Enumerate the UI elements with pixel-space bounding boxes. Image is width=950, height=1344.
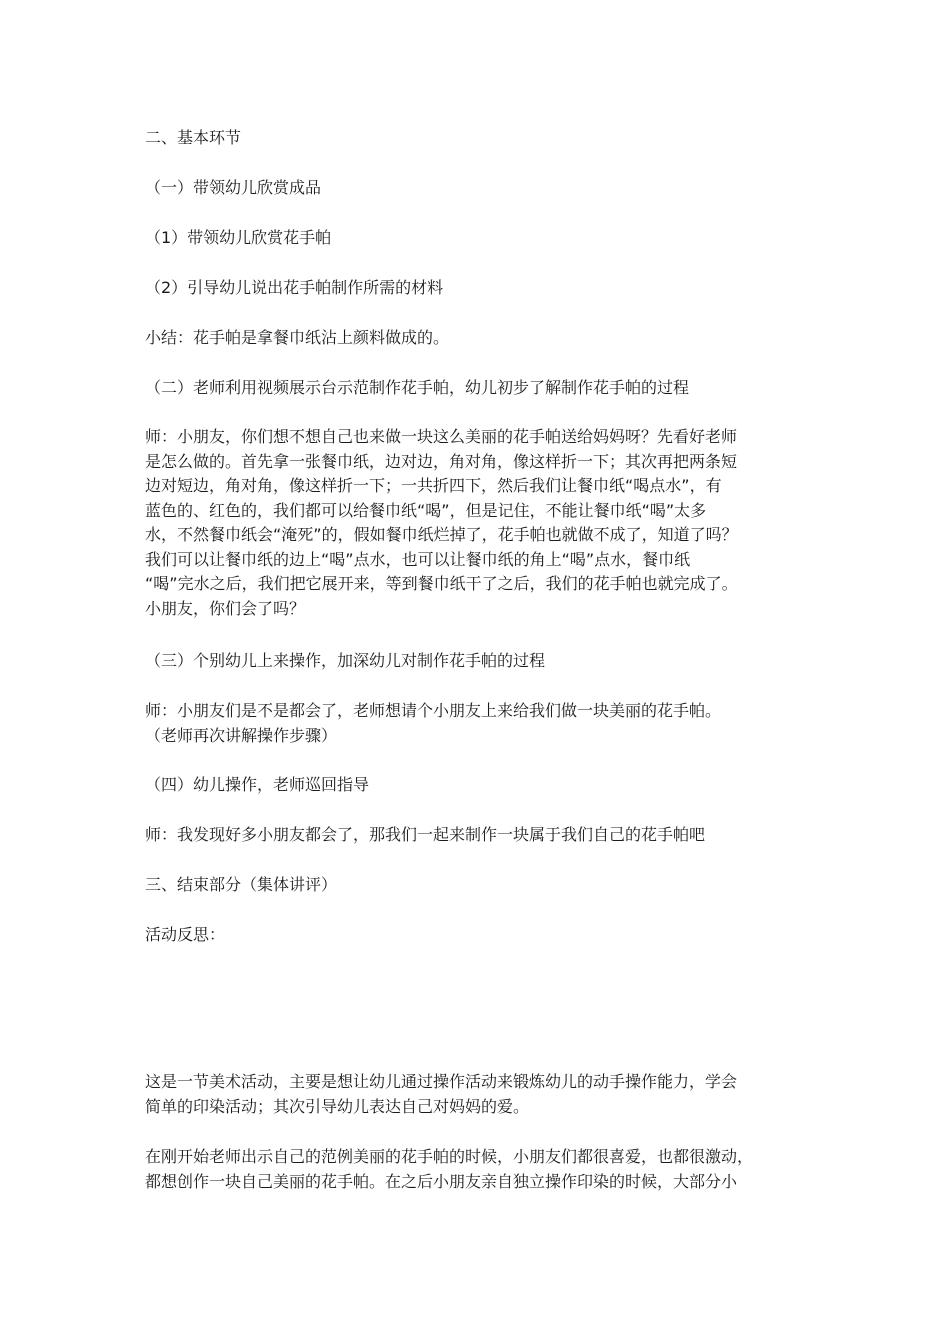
teacher-speech-1: [145, 425, 810, 621]
list-item-1: （1）带领幼儿欣赏花手帕: [145, 228, 332, 247]
reflection-paragraph-2: [145, 1145, 810, 1194]
paragraph-line: 师：小朋友，你们想不想自己也来做一块这么美丽的花手帕送给妈妈呀？先看好老师: [145, 427, 738, 446]
subsection-heading-2: （二）老师利用视频展示台示范制作花手帕，幼儿初步了解制作花手帕的过程: [145, 378, 690, 397]
paragraph-line: 边对短边，角对角，像这样折一下；一共折四下，然后我们让餐巾纸“喝点水”，有: [145, 476, 722, 495]
subsection-heading-1: （一）带领幼儿欣赏成品: [145, 178, 322, 197]
reflection-paragraph-1: [145, 1070, 810, 1119]
subsection-heading-4: （四）幼儿操作，老师巡回指导: [145, 775, 370, 794]
teacher-speech-2: [145, 699, 810, 748]
summary-text: 小结：花手帕是拿餐巾纸沾上颜料做成的。: [145, 328, 450, 347]
paragraph-line: （老师再次讲解操作步骤）: [145, 725, 338, 745]
teacher-speech-3: 师：我发现好多小朋友都会了，那我们一起来制作一块属于我们自己的花手帕吧: [145, 825, 706, 844]
paragraph-line: 这是一节美术活动，主要是想让幼儿通过操作活动来锻炼幼儿的动手操作能力，学会: [145, 1072, 738, 1091]
paragraph-line: 水，不然餐巾纸会“淹死”的，假如餐巾纸烂掉了，花手帕也就做不成了，知道了吗？: [145, 525, 738, 544]
section-heading-end: 三、结束部分（集体讲评）: [145, 875, 338, 894]
paragraph-line: 师：小朋友们是不是都会了，老师想请个小朋友上来给我们做一块美丽的花手帕。: [145, 701, 722, 720]
paragraph-line: “喝”完水之后，我们把它展开来，等到餐巾纸干了之后，我们的花手帕也就完成了。: [145, 574, 738, 593]
paragraph-line: 都想创作一块自己美丽的花手帕。在之后小朋友亲自独立操作印染的时候，大部分小: [145, 1171, 738, 1191]
section-heading-basic: 二、基本环节: [145, 128, 242, 147]
list-item-2: （2）引导幼儿说出花手帕制作所需的材料: [145, 278, 444, 297]
paragraph-line: 小朋友，你们会了吗？: [145, 598, 306, 618]
paragraph-line: 简单的印染活动；其次引导幼儿表达自己对妈妈的爱。: [145, 1096, 530, 1116]
reflection-label: 活动反思：: [145, 925, 226, 944]
paragraph-line: 是怎么做的。首先拿一张餐巾纸，边对边，角对角，像这样折一下；其次再把两条短: [145, 451, 738, 471]
paragraph-line: 我们可以让餐巾纸的边上“喝”点水，也可以让餐巾纸的角上“喝”点水，餐巾纸: [145, 549, 691, 569]
subsection-heading-3: （三）个别幼儿上来操作，加深幼儿对制作花手帕的过程: [145, 651, 546, 670]
paragraph-line: 在刚开始老师出示自己的范例美丽的花手帕的时候，小朋友们都很喜爱，也都很激动，: [145, 1147, 754, 1166]
paragraph-line: 蓝色的、红色的，我们都可以给餐巾纸“喝”，但是记住，不能让餐巾纸“喝”太多: [145, 500, 707, 520]
